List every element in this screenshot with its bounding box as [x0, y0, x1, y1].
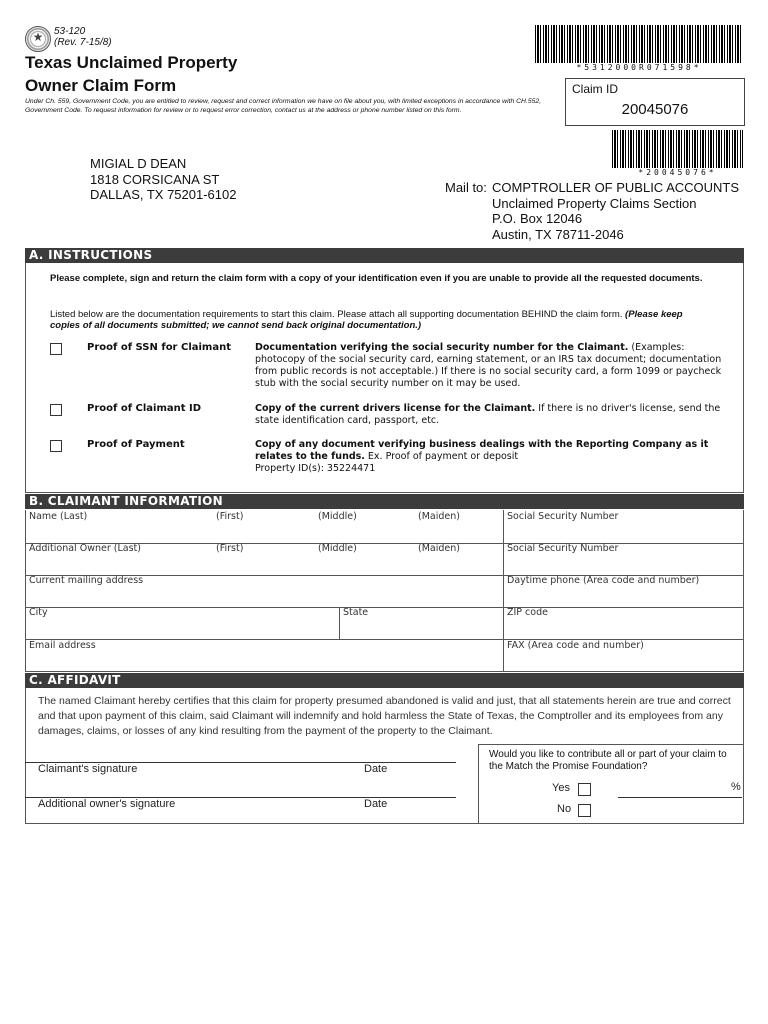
- proof-payment-label: Proof of Payment: [87, 439, 185, 450]
- mail-to-line-3: P.O. Box 12046: [492, 211, 583, 226]
- proof-ssn-description: [255, 342, 725, 390]
- owner-street: 1818 CORSICANA ST: [90, 171, 220, 187]
- field-first-2[interactable]: (First): [216, 543, 244, 554]
- proof-ssn-label: Proof of SSN for Claimant: [87, 342, 231, 353]
- form-number: 53-120: [54, 26, 86, 37]
- owner-name: MIGIAL D DEAN: [90, 156, 187, 171]
- claim-barcode-text: *20045076*: [638, 168, 717, 177]
- title-line-1: Texas Unclaimed Property: [25, 53, 238, 72]
- barcode-image: [535, 25, 743, 63]
- percent-sign: %: [731, 781, 741, 793]
- mail-to-label: Mail to:: [445, 180, 487, 195]
- claim-id-label: Claim ID: [572, 82, 619, 96]
- affidavit-text: The named Claimant hereby certifies that this claim for property presumed abandoned is valid and just, that all statements herein are true and correct and that upon payment of this claim, said Claimant will indemnify and hold harmless the State of Texas, the Comptroller and its employees from any damages, claims, or losses of any kind resulting from the payment of the property to the Claimant.: [38, 695, 731, 737]
- claimant-signature-label: Claimant's signature: [38, 763, 138, 775]
- owner-address: [90, 156, 236, 203]
- field-zip[interactable]: ZIP code: [507, 607, 548, 618]
- field-first-1[interactable]: (First): [216, 511, 244, 522]
- claim-barcode-image: [612, 130, 743, 168]
- texas-seal-icon: ★: [25, 26, 51, 52]
- instructions-para-1: Please complete, sign and return the claim form with a copy of your identification even if you are unable to provide all the requested documents.: [50, 273, 703, 284]
- section-c-header: C. AFFIDAVIT: [25, 673, 744, 688]
- claim-id-value: 20045076: [621, 101, 689, 118]
- contribute-no-label: No: [557, 803, 572, 815]
- proof-ssn-desc-rest: (Examples: photocopy of the social security card, earning statement, or an IRS tax document; documentation from public records is not acceptable.) If there is no social security card, a form 1099 or paycheck stub with the social security number on it may be used.: [255, 342, 722, 389]
- additional-date-label: Date: [364, 798, 388, 810]
- mail-to-line-4: Austin, TX 78711-2046: [492, 226, 624, 242]
- form-number-block: [54, 26, 112, 48]
- instructions-para-2-text: Listed below are the documentation requirements to start this claim. Please attach all supporting documentation BEHIND the claim form.: [50, 309, 626, 320]
- claim-id-box: [565, 78, 745, 126]
- barcode-text: *5312000R071598*: [576, 63, 702, 72]
- mail-to-line-1: COMPTROLLER OF PUBLIC ACCOUNTS: [492, 180, 740, 195]
- field-fax[interactable]: FAX (Area code and number): [507, 640, 644, 651]
- claimant-date-label: Date: [364, 763, 388, 775]
- proof-ssn-desc-bold: Documentation verifying the social security number for the Claimant.: [255, 342, 629, 353]
- form-title: [25, 51, 237, 97]
- proof-payment-desc-rest: Ex. Proof of payment or deposit: [364, 451, 519, 462]
- claimant-info-grid: [25, 510, 744, 672]
- field-mailing-address[interactable]: Current mailing address: [29, 575, 144, 586]
- field-daytime-phone[interactable]: Daytime phone (Area code and number): [507, 575, 700, 586]
- field-additional-owner-last[interactable]: Additional Owner (Last): [29, 543, 141, 554]
- checkbox-proof-claimant-id[interactable]: [50, 404, 62, 416]
- property-ids: Property ID(s): 35224471: [255, 463, 376, 474]
- field-ssn-1[interactable]: Social Security Number: [507, 511, 619, 522]
- additional-signature-label: Additional owner's signature: [38, 798, 176, 810]
- field-middle-2[interactable]: (Middle): [318, 543, 357, 554]
- field-middle-1[interactable]: (Middle): [318, 511, 357, 522]
- mail-to-address: [492, 180, 739, 242]
- checkbox-proof-ssn[interactable]: [50, 343, 62, 355]
- proof-claimant-id-description: [255, 403, 725, 427]
- privacy-note: Under Ch. 559, Government Code, you are entitled to review, request and correct information we have on file about you, with limited exceptions in accordance with CH.552, Government Code. To request information for review or to request error correction, contact us at the address or phone number listed on this form.: [25, 98, 542, 114]
- section-b-header: B. CLAIMANT INFORMATION: [25, 494, 744, 509]
- form-revision: (Rev. 7-15/8): [54, 37, 112, 48]
- section-a-header: A. INSTRUCTIONS: [25, 248, 744, 263]
- field-maiden-1[interactable]: (Maiden): [418, 511, 460, 522]
- field-ssn-2[interactable]: Social Security Number: [507, 543, 619, 554]
- title-line-2: Owner Claim Form: [25, 76, 177, 95]
- owner-city-state-zip: DALLAS, TX 75201-6102: [90, 187, 237, 202]
- instructions-para-2-emphasis: (Please keep copies of all documents submitted; we cannot send back original documentation.): [50, 309, 683, 331]
- proof-claimant-id-label: Proof of Claimant ID: [87, 403, 202, 414]
- field-state[interactable]: State: [343, 607, 369, 618]
- proof-payment-description: [255, 439, 725, 475]
- instructions-para-2: [50, 309, 710, 331]
- proof-claimant-id-desc-bold: Copy of the current drivers license for the Claimant.: [255, 403, 536, 414]
- checkbox-proof-payment[interactable]: [50, 440, 62, 452]
- proof-claimant-id-desc-rest: If there is no driver's license, send the state identification card, passport, etc.: [255, 403, 721, 426]
- field-maiden-2[interactable]: (Maiden): [418, 543, 460, 554]
- field-name-last[interactable]: Name (Last): [29, 511, 88, 522]
- contribute-question: Would you like to contribute all or part of your claim to the Match the Promise Foundation?: [489, 749, 727, 772]
- field-email[interactable]: Email address: [29, 640, 96, 651]
- field-city[interactable]: City: [29, 607, 48, 618]
- contribute-percent-line[interactable]: [618, 797, 742, 798]
- contribute-yes-checkbox[interactable]: [578, 783, 591, 796]
- proof-payment-desc-bold: Copy of any document verifying business dealings with the Reporting Company as it relates to the funds.: [255, 439, 709, 462]
- contribute-no-checkbox[interactable]: [578, 804, 591, 817]
- contribute-yes-label: Yes: [552, 782, 570, 794]
- mail-to-line-2: Unclaimed Property Claims Section: [492, 195, 697, 211]
